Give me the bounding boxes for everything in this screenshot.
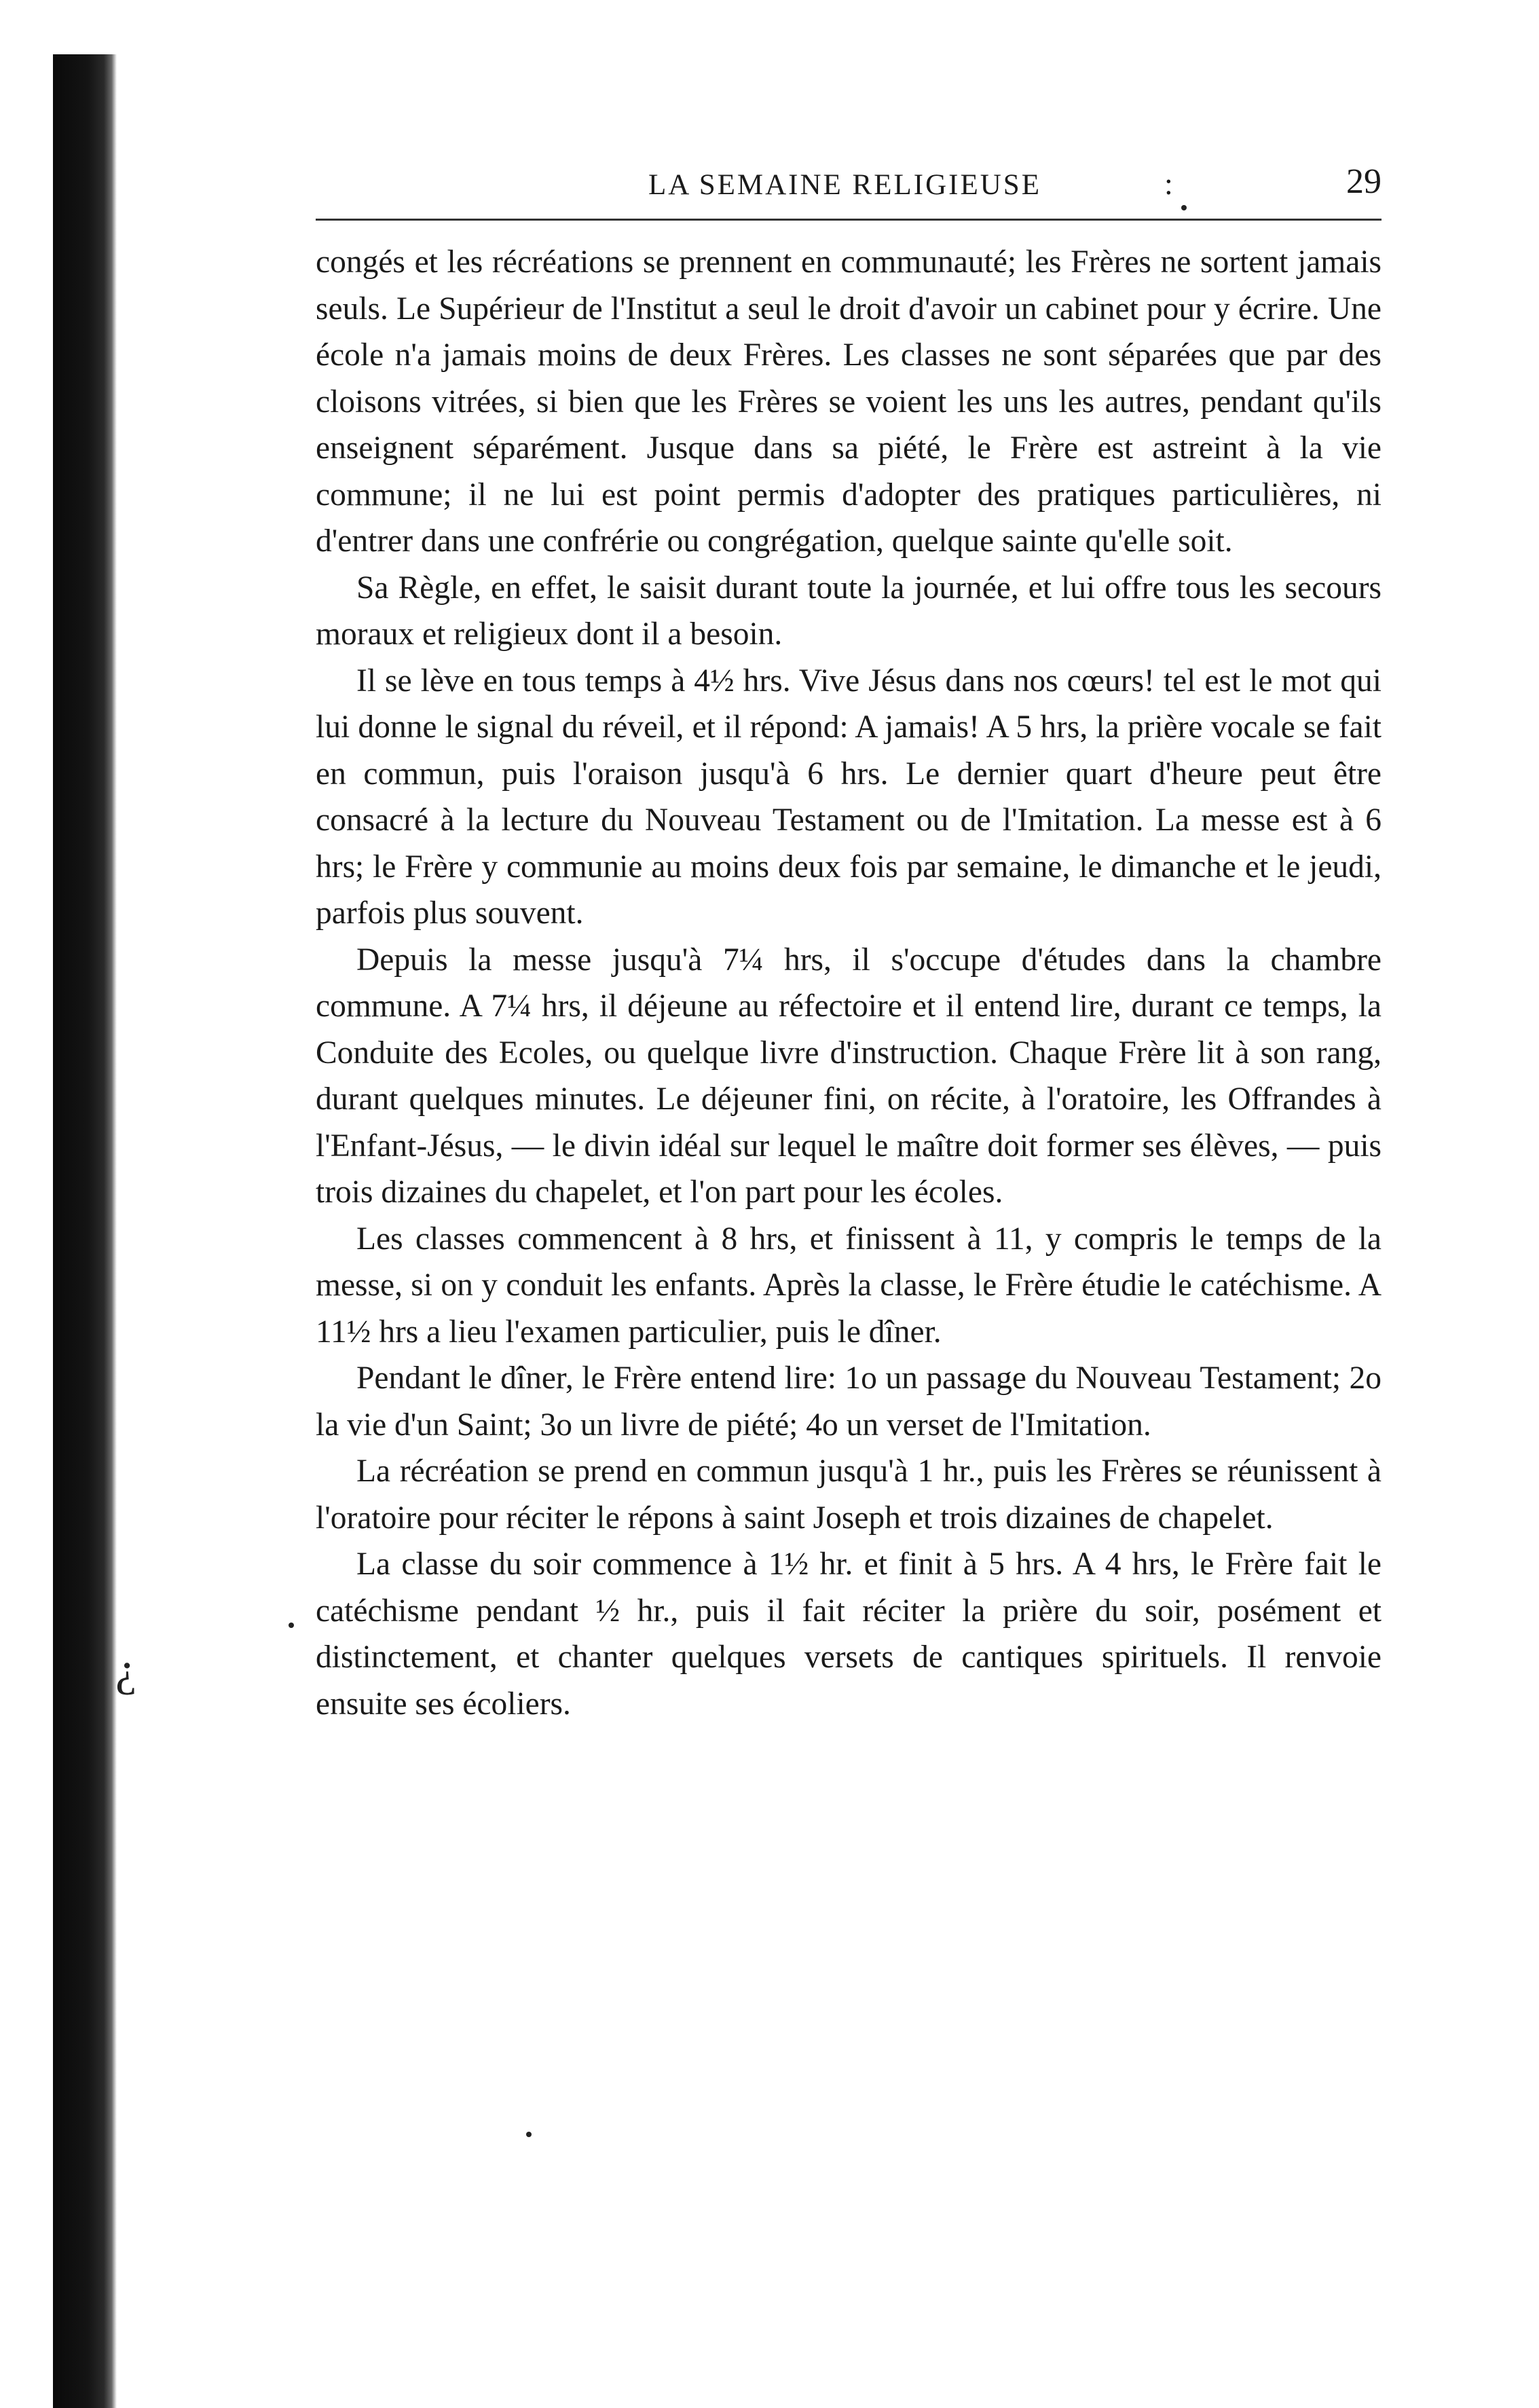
paragraph-continued: congés et les récréations se prennent en communauté; les Frères ne sortent jamais seuls. Le Supérieur de l'Institut a seul le droit d'avoir un cabinet pour y écrire. Une école n'a jamais moins de deux Frères. Les classes ne sont séparées que par des cloisons vitrées, si bien que les Frères se voient les uns les autres, pendant qu'ils enseignent séparément. Jusque dans sa piété, le Frère est astreint à la vie commune; il ne lui est point permis d'adopter des pratiques particulières, ni d'entrer dans une confrérie ou congrégation, quelque sainte qu'elle soit.	[316, 244, 1382, 559]
stray-ink-dot	[289, 1623, 294, 1628]
running-title: LA SEMAINE RELIGIEUSE	[648, 169, 1041, 201]
paragraph-classes: Les classes commencent à 8 hrs, et finissent à 11, y compris le temps de la messe, si on y conduit les enfants. Après la classe, le Frère étudie le catéchisme. A 11½ hrs a lieu l'examen particulier, puis le dîner.	[316, 1221, 1382, 1350]
paragraph-regle: Sa Règle, en effet, le saisit durant toute la journée, et lui offre tous les secours moraux et religieux dont il a besoin.	[316, 570, 1382, 652]
paragraph-messe: Depuis la messe jusqu'à 7¼ hrs, il s'occupe d'études dans la chambre commune. A 7¼ hrs, il déjeune au réfectoire et il entend lire, durant ce temps, la Conduite des Ecoles, ou quelque livre d'instruction. Chaque Frère lit à son rang, durant quelques minutes. Le déjeuner fini, on récite, à l'oratoire, les Offrandes à l'Enfant-Jésus, — le divin idéal sur lequel le maître doit former ses élèves, — puis trois dizaines du chapelet, et l'on part pour les écoles.	[316, 942, 1382, 1210]
body-text	[316, 239, 1382, 1727]
paragraph-recreation: La récréation se prend en commun jusqu'à 1 hr., puis les Frères se réunissent à l'oratoire pour réciter le répons à saint Joseph et trois dizaines de chapelet.	[316, 1453, 1382, 1536]
page-number: 29	[1346, 162, 1382, 201]
paragraph-lever: Il se lève en tous temps à 4½ hrs. Vive Jésus dans nos cœurs! tel est le mot qui lui donne le signal du réveil, et il répond: A jamais! A 5 hrs, la prière vocale se fait en commun, puis l'oraison jusqu'à 6 hrs. Le dernier quart d'heure peut être consacré à la lecture du Nouveau Testament ou de l'Imitation. La messe est à 6 hrs; le Frère y communie au moins deux fois par semaine, le dimanche et le jeudi, parfois plus souvent.	[316, 663, 1382, 931]
header-separator: :	[1164, 166, 1173, 201]
page-header	[316, 162, 1382, 209]
stray-ink-dot	[1181, 205, 1187, 210]
page-binding-edge	[53, 54, 117, 2408]
header-rule	[316, 219, 1382, 221]
stray-ink-dot	[526, 2132, 532, 2137]
stray-ink-mark: ¿	[115, 1644, 137, 1696]
paragraph-diner: Pendant le dîner, le Frère entend lire: 1o un passage du Nouveau Testament; 2o la vie d'un Saint; 3o un livre de piété; 4o un verset de l'Imitation.	[316, 1360, 1382, 1443]
paragraph-classe-du-soir: La classe du soir commence à 1½ hr. et finit à 5 hrs. A 4 hrs, le Frère fait le catéchisme pendant ½ hr., puis il fait réciter la prière du soir, posément et distinctement, et chanter quelques versets de cantiques spirituels. Il renvoie ensuite ses écoliers.	[316, 1546, 1382, 1722]
